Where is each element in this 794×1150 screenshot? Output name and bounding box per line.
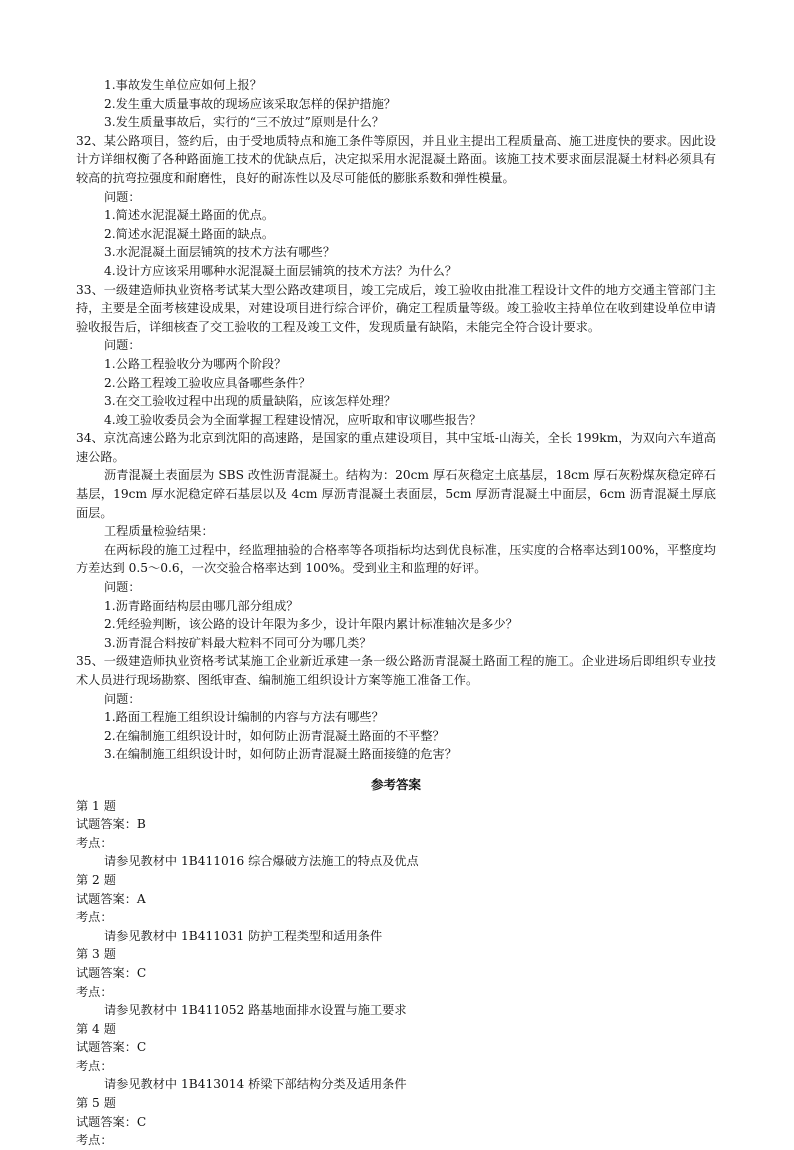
question-heading: 问题：	[104, 189, 141, 204]
answer-kaodian: 考点：	[76, 984, 113, 999]
answer-kaodian: 考点：	[76, 910, 113, 925]
question-line: 3.水泥混凝土面层铺筑的技术方法有哪些？	[104, 245, 336, 260]
answer-number: 第 3 题	[76, 947, 116, 962]
case-paragraph-32: 32、某公路项目，签约后，由于受地质特点和施工条件等原因，并且业主提出工程质量高、施工进度快的要求。因此设计方详细权衡了各种路面施工技术的优缺点后，决定拟采用水泥混凝土路面。该施工技术要求面层混凝土材料必须具有较高的抗弯拉强度和耐磨性，良好的耐冻性以及尽可能低的膨胀系数和弹性模量。	[76, 133, 716, 185]
question-heading: 工程质量检验结果：	[104, 524, 214, 539]
question-line: 2.发生重大质量事故的现场应该采取怎样的保护措施？	[104, 96, 396, 111]
case-paragraph: 沥青混凝土表面层为 SBS 改性沥青混凝土。结构为：20cm 厚石灰稳定土底基层，18cm 厚石灰粉煤灰稳定碎石基层，19cm 厚水泥稳定碎石基层以及 4cm 厚沥青混凝土表面层，5cm 厚沥青混凝土中面层，6cm 沥青混凝土厚底面层。	[76, 468, 716, 520]
case-paragraph-34: 34、京沈高速公路为北京到沈阳的高速路，是国家的重点建设项目，其中宝坻-山海关，全长 199km，为双向六车道高速公路。	[76, 431, 716, 464]
answer-number: 第 1 题	[76, 798, 116, 813]
question-line: 3.发生质量事故后，实行的“三不放过”原则是什么？	[104, 115, 385, 130]
question-line: 2.简述水泥混凝土路面的缺点。	[104, 226, 275, 241]
question-line: 3.沥青混合料按矿料最大粒料不同可分为哪几类？	[104, 635, 372, 650]
question-line: 2.公路工程竣工验收应具备哪些条件？	[104, 375, 311, 390]
question-line: 4.竣工验收委员会为全面掌握工程建设情况，应听取和审议哪些报告？	[104, 412, 482, 427]
answer-block	[76, 945, 716, 1019]
question-line: 1.事故发生单位应如何上报？	[104, 78, 262, 92]
answer-kaodian: 考点：	[76, 1058, 113, 1073]
question-line: 4.设计方应该采用哪种水泥混凝土面层铺筑的技术方法？为什么？	[104, 263, 457, 278]
case-paragraph-35: 35、一级建造师执业资格考试某施工企业新近承建一条一级公路沥青混凝土路面工程的施工。企业进场后即组织专业技术人员进行现场勘察、图纸审查、编制施工组织设计方案等施工准备工作。	[76, 654, 716, 687]
case-paragraph: 在两标段的施工过程中，经监理抽验的合格率等各项指标均达到优良标准，压实度的合格率达到100%，平整度均方差达到 0.5～0.6，一次交验合格率达到 100%。受到业主和监理的好评。	[76, 542, 716, 576]
answer-block	[76, 1020, 716, 1094]
answer-kaodian: 考点：	[76, 835, 113, 850]
answer-value: 试题答案：B	[76, 817, 146, 832]
answer-block	[76, 871, 716, 945]
question-line: 1.路面工程施工组织设计编制的内容与方法有哪些？	[104, 710, 384, 725]
answer-number: 第 5 题	[76, 1096, 116, 1111]
answer-block	[76, 797, 716, 871]
page-content	[76, 76, 716, 1150]
answer-reference: 请参见教材中 1B411016 综合爆破方法施工的特点及优点	[104, 854, 419, 869]
answers-title: 参考答案	[370, 776, 421, 792]
answer-reference: 请参见教材中 1B411031 防护工程类型和适用条件	[104, 928, 383, 943]
question-line: 2.凭经验判断，该公路的设计年限为多少，设计年限内累计标准轴次是多少？	[104, 617, 518, 632]
question-heading: 问题：	[104, 580, 141, 595]
answer-number: 第 2 题	[76, 872, 116, 887]
answer-value: 试题答案：A	[76, 891, 146, 906]
question-line: 3.在交工验收过程中出现的质量缺陷，应该怎样处理？	[104, 394, 396, 409]
answer-kaodian: 考点：	[76, 1133, 113, 1148]
question-heading: 问题：	[104, 338, 141, 353]
question-line: 1.沥青路面结构层由哪几部分组成？	[104, 598, 299, 613]
case-paragraph-33: 33、一级建造师执业资格考试某大型公路改建项目，竣工完成后，竣工验收由批准工程设计文件的地方交通主管部门主持，主要是全面考核建设成果，对建设项目进行综合评价，确定工程质量等级。竣工验收主持单位在收到建设单位申请验收报告后，详细核查了交工验收的工程及竣工文件，发现质量有缺陷，未能完全符合设计要求。	[76, 282, 716, 334]
question-line: 1.公路工程验收分为哪两个阶段？	[104, 356, 287, 371]
question-heading: 问题：	[104, 691, 141, 706]
question-line: 1.简述水泥混凝土路面的优点。	[104, 208, 275, 223]
answers-section	[76, 797, 716, 1150]
answer-reference: 请参见教材中 1B411052 路基地面排水设置与施工要求	[104, 1003, 407, 1018]
answer-block	[76, 1094, 716, 1150]
question-line: 3.在编制施工组织设计时，如何防止沥青混凝土路面接缝的危害？	[104, 747, 457, 762]
answer-value: 试题答案：C	[76, 1040, 147, 1055]
answer-value: 试题答案：C	[76, 1114, 147, 1129]
questions-section	[76, 76, 716, 764]
answer-number: 第 4 题	[76, 1021, 116, 1036]
answer-value: 试题答案：C	[76, 965, 147, 980]
question-line: 2.在编制施工组织设计时，如何防止沥青混凝土路面的不平整？	[104, 728, 445, 743]
answer-reference: 请参见教材中 1B413014 桥梁下部结构分类及适用条件	[104, 1077, 407, 1092]
